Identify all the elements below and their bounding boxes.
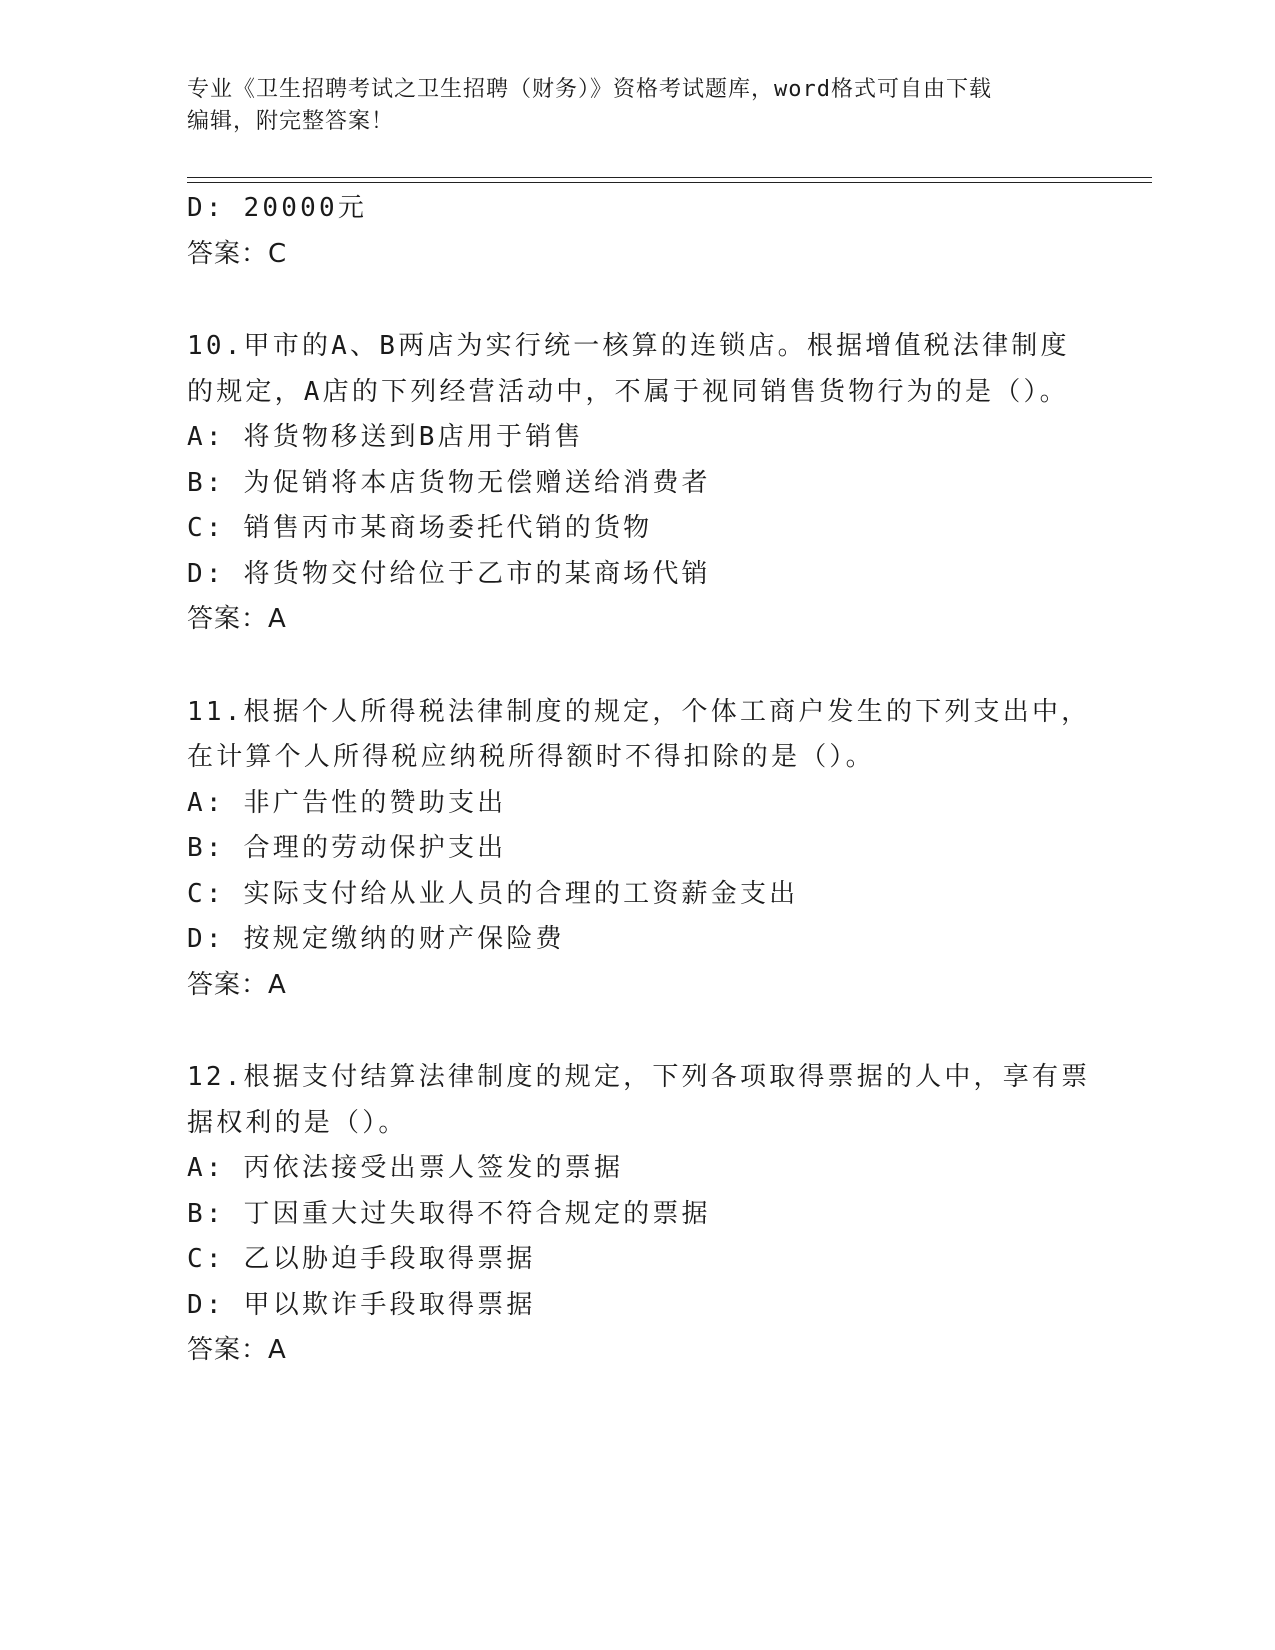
option-d: D: 将货物交付给位于乙市的某商场代销	[187, 558, 711, 589]
spacer	[187, 643, 1087, 690]
option-a: A: 丙依法接受出票人签发的票据	[187, 1153, 624, 1183]
question-stem: 10.甲市的A、B两店为实行统一核算的连锁店。根据增值税法律制度	[187, 331, 1070, 361]
question-stem: 据权利的是（）。	[187, 1107, 408, 1138]
page-header	[187, 74, 1087, 138]
question-stem: 12.根据支付结算法律制度的规定，下列各项取得票据的人中，享有票	[187, 1062, 1091, 1092]
option-b: B: 合理的劳动保护支出	[187, 833, 507, 863]
header-divider-bottom	[187, 182, 1152, 183]
option-b: B: 丁因重大过失取得不符合规定的票据	[187, 1198, 711, 1229]
spacer	[187, 1008, 1087, 1055]
option-d: D: 甲以欺诈手段取得票据	[187, 1289, 536, 1320]
question-stem: 的规定，A店的下列经营活动中，不属于视同销售货物行为的是（）。	[187, 376, 1069, 407]
option-d: D: 按规定缴纳的财产保险费	[187, 924, 565, 954]
option-c: C: 销售丙市某商场委托代销的货物	[187, 513, 653, 543]
option-c: C: 实际支付给从业人员的合理的工资薪金支出	[187, 878, 799, 909]
option-a: A: 将货物移送到B店用于销售	[187, 422, 584, 452]
option-c: C: 乙以胁迫手段取得票据	[187, 1244, 536, 1274]
question-stem: 11.根据个人所得税法律制度的规定，个体工商户发生的下列支出中，	[187, 696, 1091, 727]
option-d: D: 20000元	[187, 193, 368, 223]
option-b: B: 为促销将本店货物无偿赠送给消费者	[187, 467, 711, 498]
header-line-2: 编辑，附完整答案！	[187, 109, 395, 134]
answer-text: 答案：A	[187, 604, 287, 634]
question-stem: 在计算个人所得税应纳税所得额时不得扣除的是（）。	[187, 742, 875, 772]
answer-text: 答案：C	[187, 238, 288, 269]
answer-text: 答案：A	[187, 969, 287, 1000]
question-12	[187, 1055, 1091, 1374]
answer-text: 答案：A	[187, 1335, 287, 1365]
spacer	[187, 277, 1087, 324]
previous-question-tail	[187, 186, 1087, 277]
question-11	[187, 690, 1091, 1009]
question-10	[187, 324, 1087, 643]
header-divider-top	[187, 177, 1152, 178]
option-a: A: 非广告性的赞助支出	[187, 787, 507, 818]
header-line-1: 专业《卫生招聘考试之卫生招聘（财务）》资格考试题库，word格式可自由下载	[187, 77, 992, 102]
question-content	[187, 186, 1091, 1374]
